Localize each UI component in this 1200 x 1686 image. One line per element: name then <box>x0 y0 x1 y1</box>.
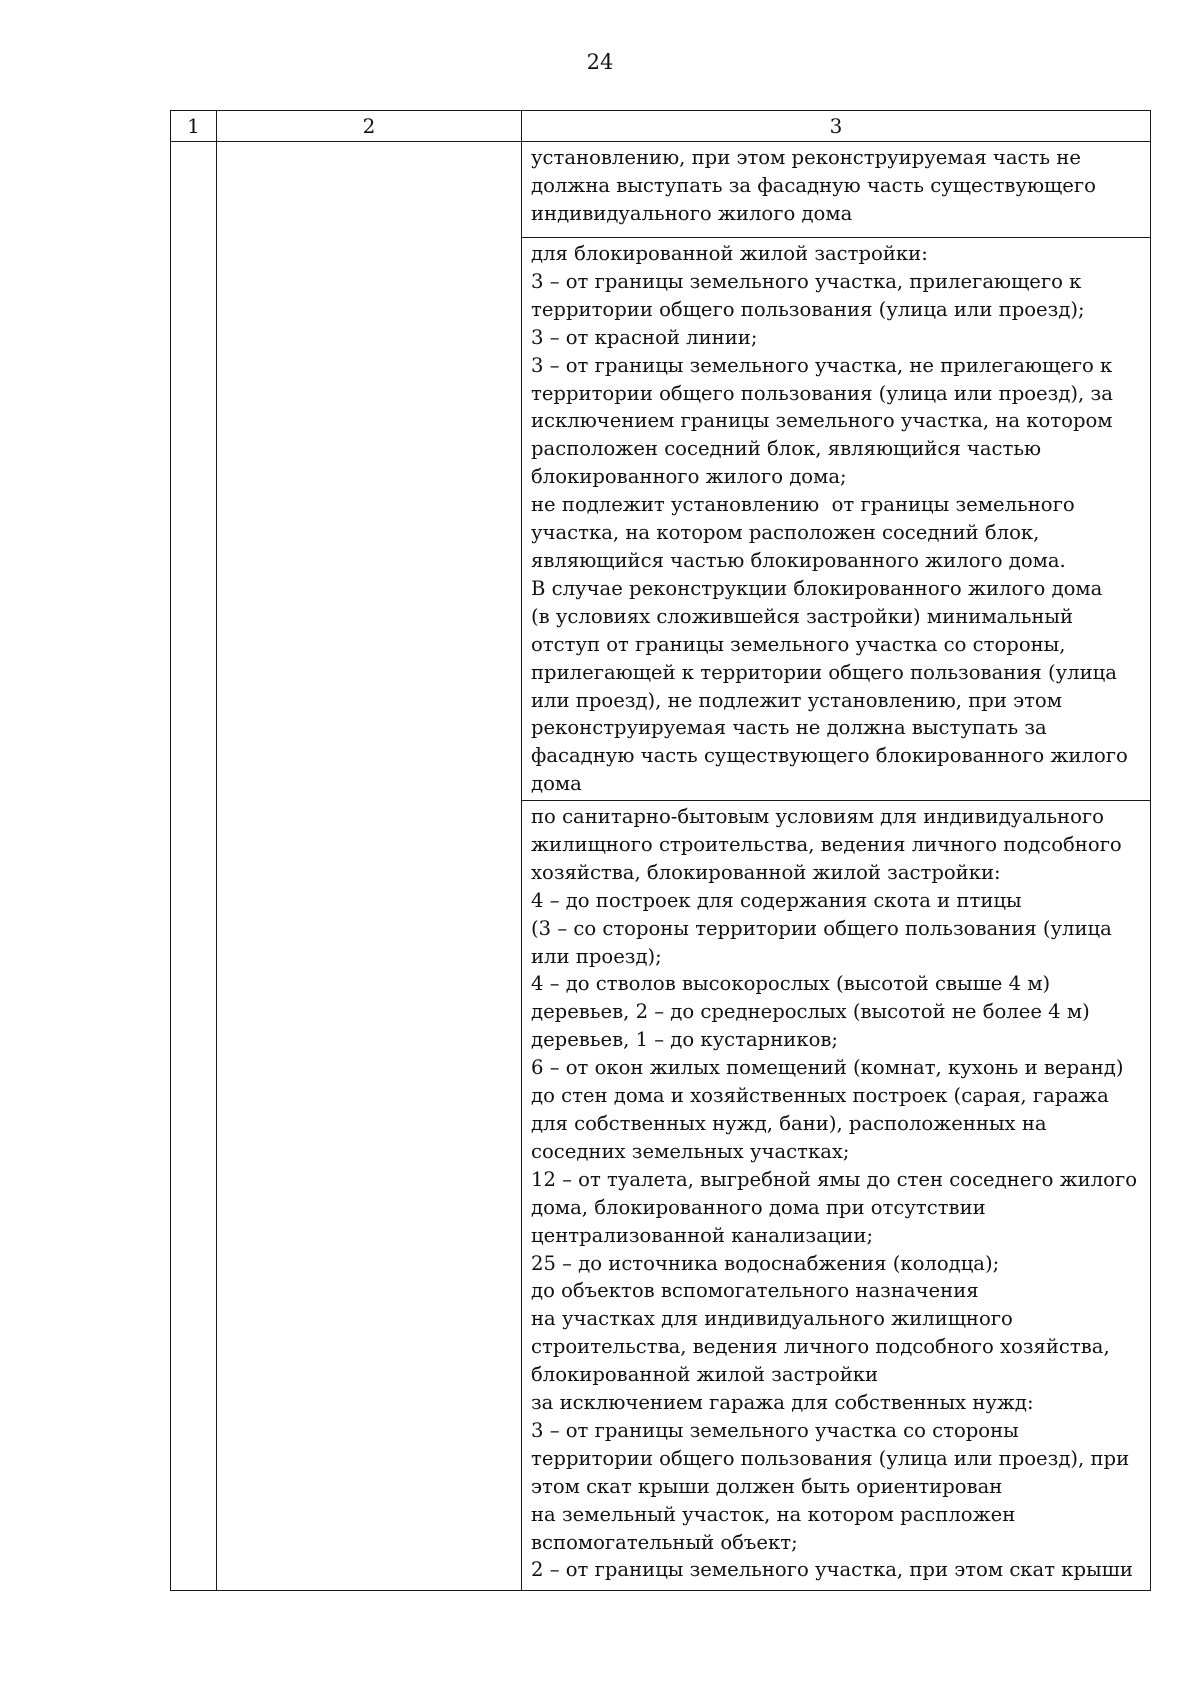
cell-text: для блокированной жилой застройки: 3 – от границы земельного участка, прилегающего к территории общего пользования (улица или проезд); 3 – от красной линии; 3 – от границы земельного участка, не прилегающего к территории общего пользования (улица или проезд), за исключением границы земельного участка, на котором расположен соседний блок, являющийся частью блокированного жилого дома; не подлежит установлению от границы земельного участка, на котором расположен соседний блок, являющийся частью блокированного жилого дома. В случае реконструкции блокированного жилого дома (в условиях сложившейся застройки) минимальный отступ от границы земельного участка со стороны, прилегающей к территории общего пользования (улица или проезд), не подлежит установлению, при этом реконструируемая часть не должна выступать за фасадную часть существующего блокированного жилого дома <box>531 242 1128 796</box>
header-col-2: 2 <box>217 111 522 142</box>
requirements-table <box>170 110 1151 1591</box>
table-row <box>171 238 1151 801</box>
table-header-row <box>171 111 1151 142</box>
cell-text: по санитарно-бытовым условиям для индивидуального жилищного строительства, ведения личного подсобного хозяйства, блокированной жилой застройки: 4 – до построек для содержания скота и птицы (3 – со стороны территории общего пользования (улица или проезд); 4 – до стволов высокорослых (высотой свыше 4 м) деревьев, 2 – до среднерослых (высотой не более 4 м) деревьев, 1 – до кустарников; 6 – от окон жилых помещений (комнат, кухонь и веранд) до стен дома и хозяйственных построек (сарая, гаража для собственных нужд, бани), расположенных на соседних земельных участках; 12 – от туалета, выгребной ямы до стен соседнего жилого дома, блокированного дома при отсутствии централизованной канализации; 25 – до источника водоснабжения (колодца); до объектов вспомогательного назначения на участках для индивидуального жилищного строительства, ведения личного подсобного хозяйства, блокированной жилой застройки за исключением гаража для собственных нужд: 3 – от границы земельного участка со стороны территории общего пользования (улица или проезд), при этом скат крыши должен быть ориентирован на земельный участок, на котором распложен вспомогательный объект; 2 – от границы земельного участка, при этом скат крыши <box>531 805 1138 1582</box>
header-col-1: 1 <box>171 111 217 142</box>
table-cell-col-3 <box>522 801 1151 1591</box>
empty-cell-col-2 <box>217 801 522 1591</box>
page-number: 24 <box>586 50 614 74</box>
empty-cell-col-2 <box>217 142 522 238</box>
empty-cell-col-2 <box>217 238 522 801</box>
cell-text: установлению, при этом реконструируемая часть не должна выступать за фасадную часть существующего индивидуального жилого дома <box>531 146 1096 225</box>
table-cell-col-3 <box>522 142 1151 238</box>
empty-cell-col-1 <box>171 238 217 801</box>
empty-cell-col-1 <box>171 801 217 1591</box>
header-col-3: 3 <box>522 111 1151 142</box>
empty-cell-col-1 <box>171 142 217 238</box>
table-row <box>171 801 1151 1591</box>
table-cell-col-3 <box>522 238 1151 801</box>
table-row <box>171 142 1151 238</box>
